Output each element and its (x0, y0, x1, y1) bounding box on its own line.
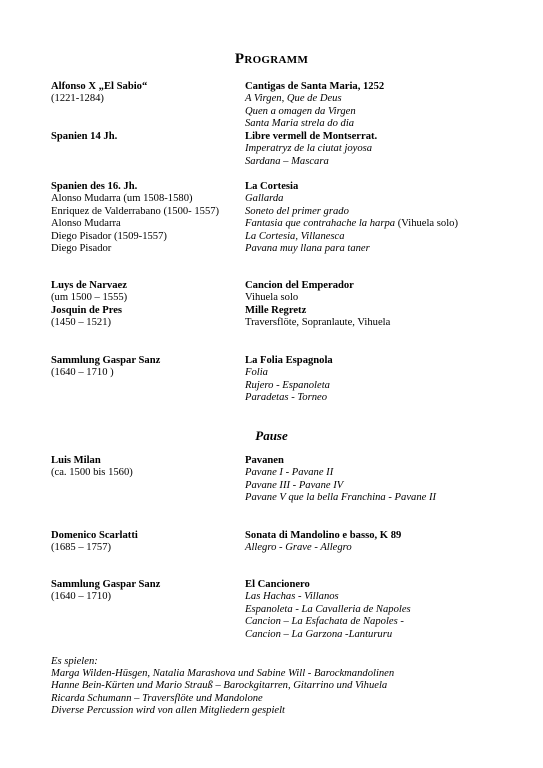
piece-text (245, 118, 354, 130)
composer-text-main: Diego Pisador (51, 242, 112, 254)
piece-text-main: Sardana – Mascara (245, 155, 329, 167)
piece-text-main: Espanoleta - La Cavalleria de Napoles (245, 603, 411, 615)
piece-text-main: Vihuela solo (245, 292, 299, 304)
program-line (0, 81, 543, 93)
piece-text-main: El Cancionero (245, 579, 310, 590)
program-section (0, 355, 543, 405)
program-line (0, 604, 543, 616)
piece-text-main: Fantasia que contrahache la harpa (245, 218, 396, 230)
piece-text (245, 206, 349, 218)
program-section (0, 131, 543, 168)
piece-text-main: Gallarda (245, 193, 284, 205)
program-line (0, 591, 543, 603)
composer-text-main: Spanien 14 Jh. (51, 131, 118, 142)
piece-text (245, 380, 330, 392)
program-line (0, 131, 543, 143)
program-line (0, 455, 543, 467)
piece-text (245, 530, 401, 542)
piece-text (245, 392, 327, 404)
composer-text-main: Spanien des 16. Jh. (51, 181, 138, 192)
piece-text (245, 604, 411, 616)
program-line (0, 243, 543, 255)
performers-list (51, 656, 394, 717)
program-line (0, 480, 543, 492)
piece-text (245, 455, 284, 467)
program-section (0, 181, 543, 255)
composer-text (51, 455, 101, 467)
program-line (0, 106, 543, 118)
piece-text-main: Libre vermell de Montserrat. (245, 131, 378, 142)
piece-text (245, 218, 458, 230)
intermission-heading: Pause (255, 428, 288, 443)
piece-text-main: Rujero - Espanoleta (245, 379, 330, 391)
piece-text-main: Quen a omagen da Virgen (245, 105, 356, 117)
piece-text-main: Pavana muy llana para taner (245, 242, 370, 254)
piece-text-main: Paradetas - Torneo (245, 392, 328, 404)
program-section (0, 81, 543, 131)
composer-text (51, 467, 133, 479)
piece-text-main: La Folia Espagnola (245, 355, 333, 366)
piece-text (245, 355, 333, 367)
piece-text (245, 616, 404, 628)
piece-text-main: Pavane I - Pavane II (245, 467, 334, 479)
composer-text-main: Enriquez de Valderrabano (1500- 1557) (51, 205, 220, 217)
performers-heading: Es spielen: (51, 656, 98, 667)
composer-text (51, 305, 122, 317)
performer-line: Diverse Percussion wird von allen Mitgliedern gespielt (51, 704, 285, 716)
program-line (0, 292, 543, 304)
piece-text (245, 181, 298, 193)
piece-text-main: Pavanen (245, 455, 284, 466)
performer-line: Hanne Bein-Kürten und Mario Strauß – Barockgitarren, Gitarrino und Vihuela (51, 680, 388, 692)
piece-text-main: Traversflöte, Sopranlaute, Vihuela (245, 317, 391, 329)
program-line (0, 380, 543, 392)
program-section (0, 579, 543, 641)
program-line (0, 181, 543, 193)
piece-text-main: Cantigas de Santa Maria, 1252 (245, 81, 385, 92)
program-line (0, 530, 543, 542)
composer-text-main: Alonso Mudarra (51, 218, 121, 230)
piece-text-main: Pavane V que la bella Franchina - Pavane II (245, 492, 437, 504)
piece-text-suffix: (Vihuela solo) (395, 218, 458, 230)
composer-text (51, 280, 127, 292)
piece-text-main: Cancion del Emperador (245, 280, 354, 291)
piece-text (245, 93, 342, 105)
composer-text (51, 181, 137, 193)
piece-text (245, 143, 372, 155)
program-section (0, 530, 543, 555)
performer-line: Marga Wilden-Hüsgen, Natalia Marashova und Sabine Will - Barockmandolinen (51, 668, 395, 680)
composer-text-main: Sammlung Gaspar Sanz (51, 355, 161, 366)
piece-text-main: La Cortesia (245, 181, 299, 192)
piece-text-main: Santa Maria strela do dia (245, 118, 355, 130)
piece-text (245, 467, 333, 479)
piece-text-main: Cancion – La Garzona -Lantururu (245, 628, 393, 640)
piece-text-main: Allegro - Grave - Allegro (245, 542, 352, 554)
piece-text-main: A Virgen, Que de Deus (245, 93, 342, 105)
composer-text (51, 542, 111, 554)
composer-text-main: Domenico Scarlatti (51, 530, 138, 541)
program-section (0, 280, 543, 330)
piece-text (245, 480, 343, 492)
program-line (0, 206, 543, 218)
composer-text-main: Luys de Narvaez (51, 280, 127, 291)
program-line (0, 492, 543, 504)
composer-text (51, 206, 219, 218)
piece-text-main: Folia (245, 367, 268, 379)
piece-text-main: Imperatryz de la ciutat joyosa (245, 143, 373, 155)
composer-text-main: (um 1500 – 1555) (51, 292, 128, 304)
piece-text-main: Sonata di Mandolino e basso, K 89 (245, 530, 402, 541)
composer-text (51, 367, 114, 379)
composer-text-main: (1640 – 1710) (51, 591, 112, 603)
program-section (0, 455, 543, 505)
program-line (0, 93, 543, 105)
composer-text-main: (1685 – 1757) (51, 542, 112, 554)
composer-text-main: Luis Milan (51, 455, 101, 466)
program-line (0, 579, 543, 591)
piece-text (245, 629, 392, 641)
composer-text (51, 131, 117, 143)
composer-text (51, 243, 111, 255)
program-line (0, 616, 543, 628)
piece-text-main: La Cortesia, Villanesca (245, 230, 345, 242)
program-line (0, 193, 543, 205)
composer-text (51, 355, 160, 367)
piece-text (245, 106, 356, 118)
program-line (0, 467, 543, 479)
composer-text-main: Diego Pisador (1509-1557) (51, 230, 167, 242)
composer-text-main: (1450 – 1521) (51, 317, 112, 329)
composer-text-main: Alfonso X „El Sabio“ (51, 81, 148, 92)
program-line (0, 143, 543, 155)
composer-text (51, 93, 104, 105)
program-line (0, 231, 543, 243)
program-line (0, 542, 543, 554)
program-line (0, 118, 543, 130)
composer-text (51, 231, 167, 243)
piece-text-main: Las Hachas - Villanos (245, 591, 339, 603)
composer-text-main: (1640 – 1710 ) (51, 367, 114, 379)
composer-text-main: Sammlung Gaspar Sanz (51, 579, 161, 590)
piece-text (245, 131, 377, 143)
program-line (0, 629, 543, 641)
piece-text (245, 193, 283, 205)
piece-text-main: Pavane III - Pavane IV (245, 479, 344, 491)
page-title: Programm (234, 51, 309, 67)
piece-text (245, 243, 370, 255)
piece-text (245, 305, 306, 317)
program-line (0, 367, 543, 379)
composer-text-main: Josquin de Pres (51, 304, 123, 316)
composer-text (51, 81, 147, 93)
piece-text (245, 280, 354, 292)
program-line (0, 156, 543, 168)
piece-text (245, 542, 352, 554)
composer-text (51, 218, 121, 230)
piece-text (245, 156, 329, 168)
piece-text (245, 492, 436, 504)
piece-text (245, 579, 310, 591)
program-line (0, 218, 543, 230)
composer-text-main: (1221-1284) (51, 93, 104, 105)
composer-text (51, 292, 127, 304)
piece-text-main: Cancion – La Esfachata de Napoles - (245, 616, 404, 628)
composer-text-main: (ca. 1500 bis 1560) (51, 467, 133, 479)
composer-text (51, 193, 193, 205)
program-line (0, 317, 543, 329)
composer-text-main: Alonso Mudarra (um 1508-1580) (51, 193, 193, 205)
piece-text (245, 367, 268, 379)
composer-text (51, 579, 160, 591)
piece-text-main: Soneto del primer grado (245, 205, 349, 217)
composer-text (51, 530, 138, 542)
program-line (0, 305, 543, 317)
composer-text (51, 317, 111, 329)
program-line (0, 280, 543, 292)
piece-text (245, 591, 339, 603)
piece-text (245, 231, 345, 243)
piece-text (245, 317, 390, 329)
composer-text (51, 591, 111, 603)
program-line (0, 355, 543, 367)
piece-text-main: Mille Regretz (245, 304, 307, 316)
program-line (0, 392, 543, 404)
piece-text (245, 81, 384, 93)
piece-text (245, 292, 298, 304)
performer-line: Ricarda Schumann – Traversflöte und Mandolone (51, 692, 263, 704)
